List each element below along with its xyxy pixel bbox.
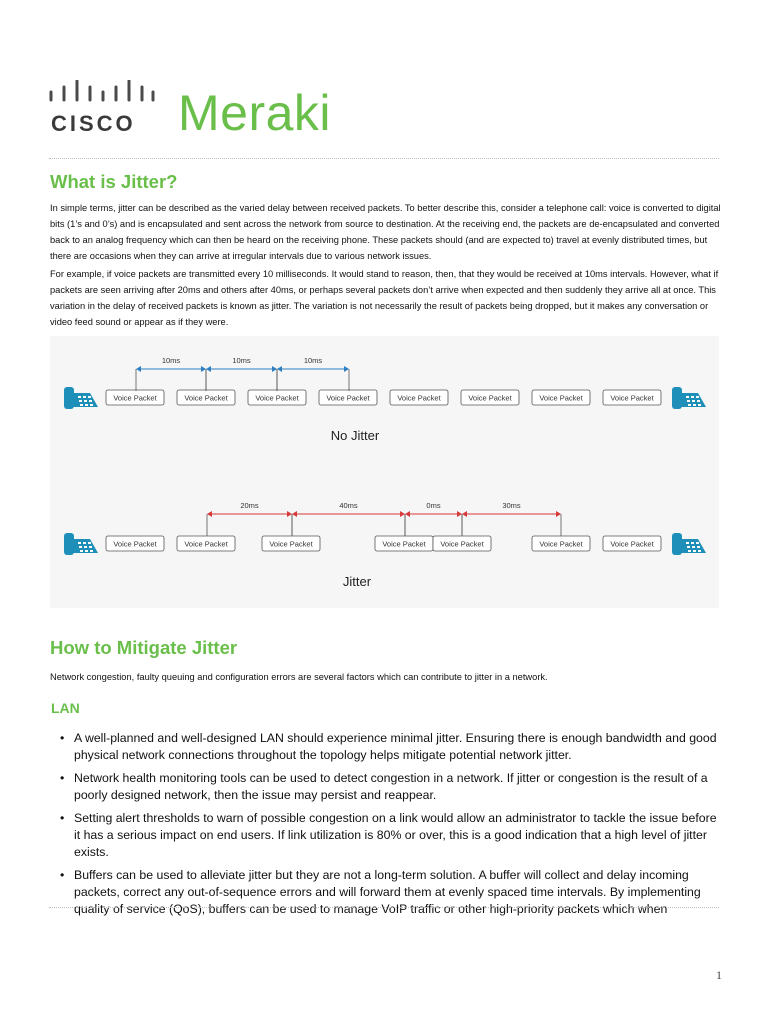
- interval-label: 10ms: [303, 356, 323, 365]
- arrow-head-right: [287, 511, 292, 517]
- paragraph-jitter-example: For example, if voice packets are transmitted every 10 milliseconds. It would stand to reason, then, that they would be received at 10ms intervals. However, what if packets are seen arriving after 20ms and others after 40ms, or perhaps several packets don’t arrive when expected and then suddenly they arrive all at once. This variation in the delay of received packets is known as jitter. The variation is not necessarily the result of packets being dropped, but it makes any conversation or video feed sound or appear as if they were.: [50, 269, 719, 327]
- paragraph-jitter-definition: In simple terms, jitter can be described as the varied delay between received packets. To better describe this, consider a telephone call: voice is converted to digital bits (1’s and 0’s) and is encapsulated and sent across the network from source to destination. At the receiving end, the packets are de-encapsulated and converted back to an analog frequency which can then be heard on the receiving phone. These packets should (and are expected to) travel at evenly distributed times, but there are occasions when they can arrive at irregular intervals due to various network issues.: [50, 203, 721, 261]
- voice-packet-label: Voice Packet: [397, 393, 441, 403]
- arrow-head-left: [207, 511, 212, 517]
- header-divider: [49, 158, 719, 159]
- cisco-bars-icon: [48, 80, 156, 106]
- arrow-head-right: [272, 366, 277, 372]
- diagram-caption-jitter: Jitter: [342, 574, 372, 589]
- phone-sender-icon: [64, 533, 98, 555]
- interval-label: 20ms: [240, 501, 259, 510]
- voice-packet-label: Voice Packet: [113, 539, 157, 549]
- phone-receiver-icon: [672, 533, 706, 555]
- voice-packet-label: Voice Packet: [255, 393, 299, 403]
- interval-label: 10ms: [232, 356, 251, 365]
- page-number: 1: [716, 968, 722, 982]
- arrow-head-right: [201, 366, 206, 372]
- arrow-head-right: [457, 511, 462, 517]
- voice-packet-label: Voice Packet: [184, 393, 228, 403]
- phone-sender-icon: [64, 387, 98, 409]
- cisco-logo-text: CISCO: [51, 111, 136, 136]
- interval-label: 10ms: [161, 356, 181, 365]
- jitter-diagram-canvas: [50, 336, 719, 608]
- voice-packet-label: Voice Packet: [326, 393, 370, 403]
- list-item: • A well-planned and well-designed LAN should experience minimal jitter. Ensuring there is enough bandwidth and good physical network connections throughout the topology helps mitigate potential network jitter.: [56, 730, 726, 764]
- arrow-head-left: [206, 366, 211, 372]
- list-item: • Buffers can be used to alleviate jitter but they are not a long-term solution. A buffer will collect and delay incoming packets, correct any out-of-sequence errors and will forward them at evenly spaced time intervals. By implementing quality of service (QoS), buffers can be used to manage VoIP traffic or other high-priority packets which when: [56, 867, 726, 918]
- arrow-head-left: [292, 511, 297, 517]
- paragraph-mitigation-intro: Network congestion, faulty queuing and configuration errors are several factors which can contribute to jitter in a network.: [50, 672, 548, 682]
- arrow-head-right: [400, 511, 405, 517]
- jitter-diagram: [50, 336, 719, 608]
- lan-bullet-list: [56, 730, 726, 924]
- footer-divider: [49, 907, 719, 908]
- list-item: • Setting alert thresholds to warn of possible congestion on a link would allow an administrator to tackle the issue before it has a serious impact on end users. If link utilization is 80% or over, this is a good indication that a high level of jitter exists.: [56, 810, 726, 861]
- arrow-head-left: [405, 511, 410, 517]
- subsection-title-lan: LAN: [51, 700, 80, 716]
- arrow-head-left: [462, 511, 467, 517]
- voice-packet-label: Voice Packet: [184, 539, 228, 549]
- arrow-head-right: [556, 511, 561, 517]
- meraki-logo-text: Meraki: [178, 85, 332, 141]
- voice-packet-label: Voice Packet: [113, 393, 157, 403]
- voice-packet-label: Voice Packet: [610, 393, 654, 403]
- section-title-what-is-jitter: What is Jitter?: [50, 171, 178, 192]
- voice-packet-label: Voice Packet: [539, 539, 583, 549]
- voice-packet-label: Voice Packet: [610, 539, 654, 549]
- arrow-head-left: [136, 366, 141, 372]
- diagram-caption-no-jitter: No Jitter: [330, 428, 380, 443]
- voice-packet-label: Voice Packet: [440, 539, 484, 549]
- section-title-mitigate-jitter: How to Mitigate Jitter: [50, 637, 238, 658]
- arrow-head-right: [344, 366, 349, 372]
- voice-packet-label: Voice Packet: [382, 539, 426, 549]
- interval-label: 40ms: [339, 501, 358, 510]
- voice-packet-label: Voice Packet: [539, 393, 583, 403]
- interval-label: 0ms: [426, 501, 441, 510]
- voice-packet-label: Voice Packet: [269, 539, 313, 549]
- phone-receiver-icon: [672, 387, 706, 409]
- list-item: • Network health monitoring tools can be used to detect congestion in a network. If jitter or congestion is the result of a poorly designed network, then the issue may persist and reappear.: [56, 770, 726, 804]
- arrow-head-left: [277, 366, 282, 372]
- interval-label: 30ms: [502, 501, 521, 510]
- voice-packet-label: Voice Packet: [468, 393, 512, 403]
